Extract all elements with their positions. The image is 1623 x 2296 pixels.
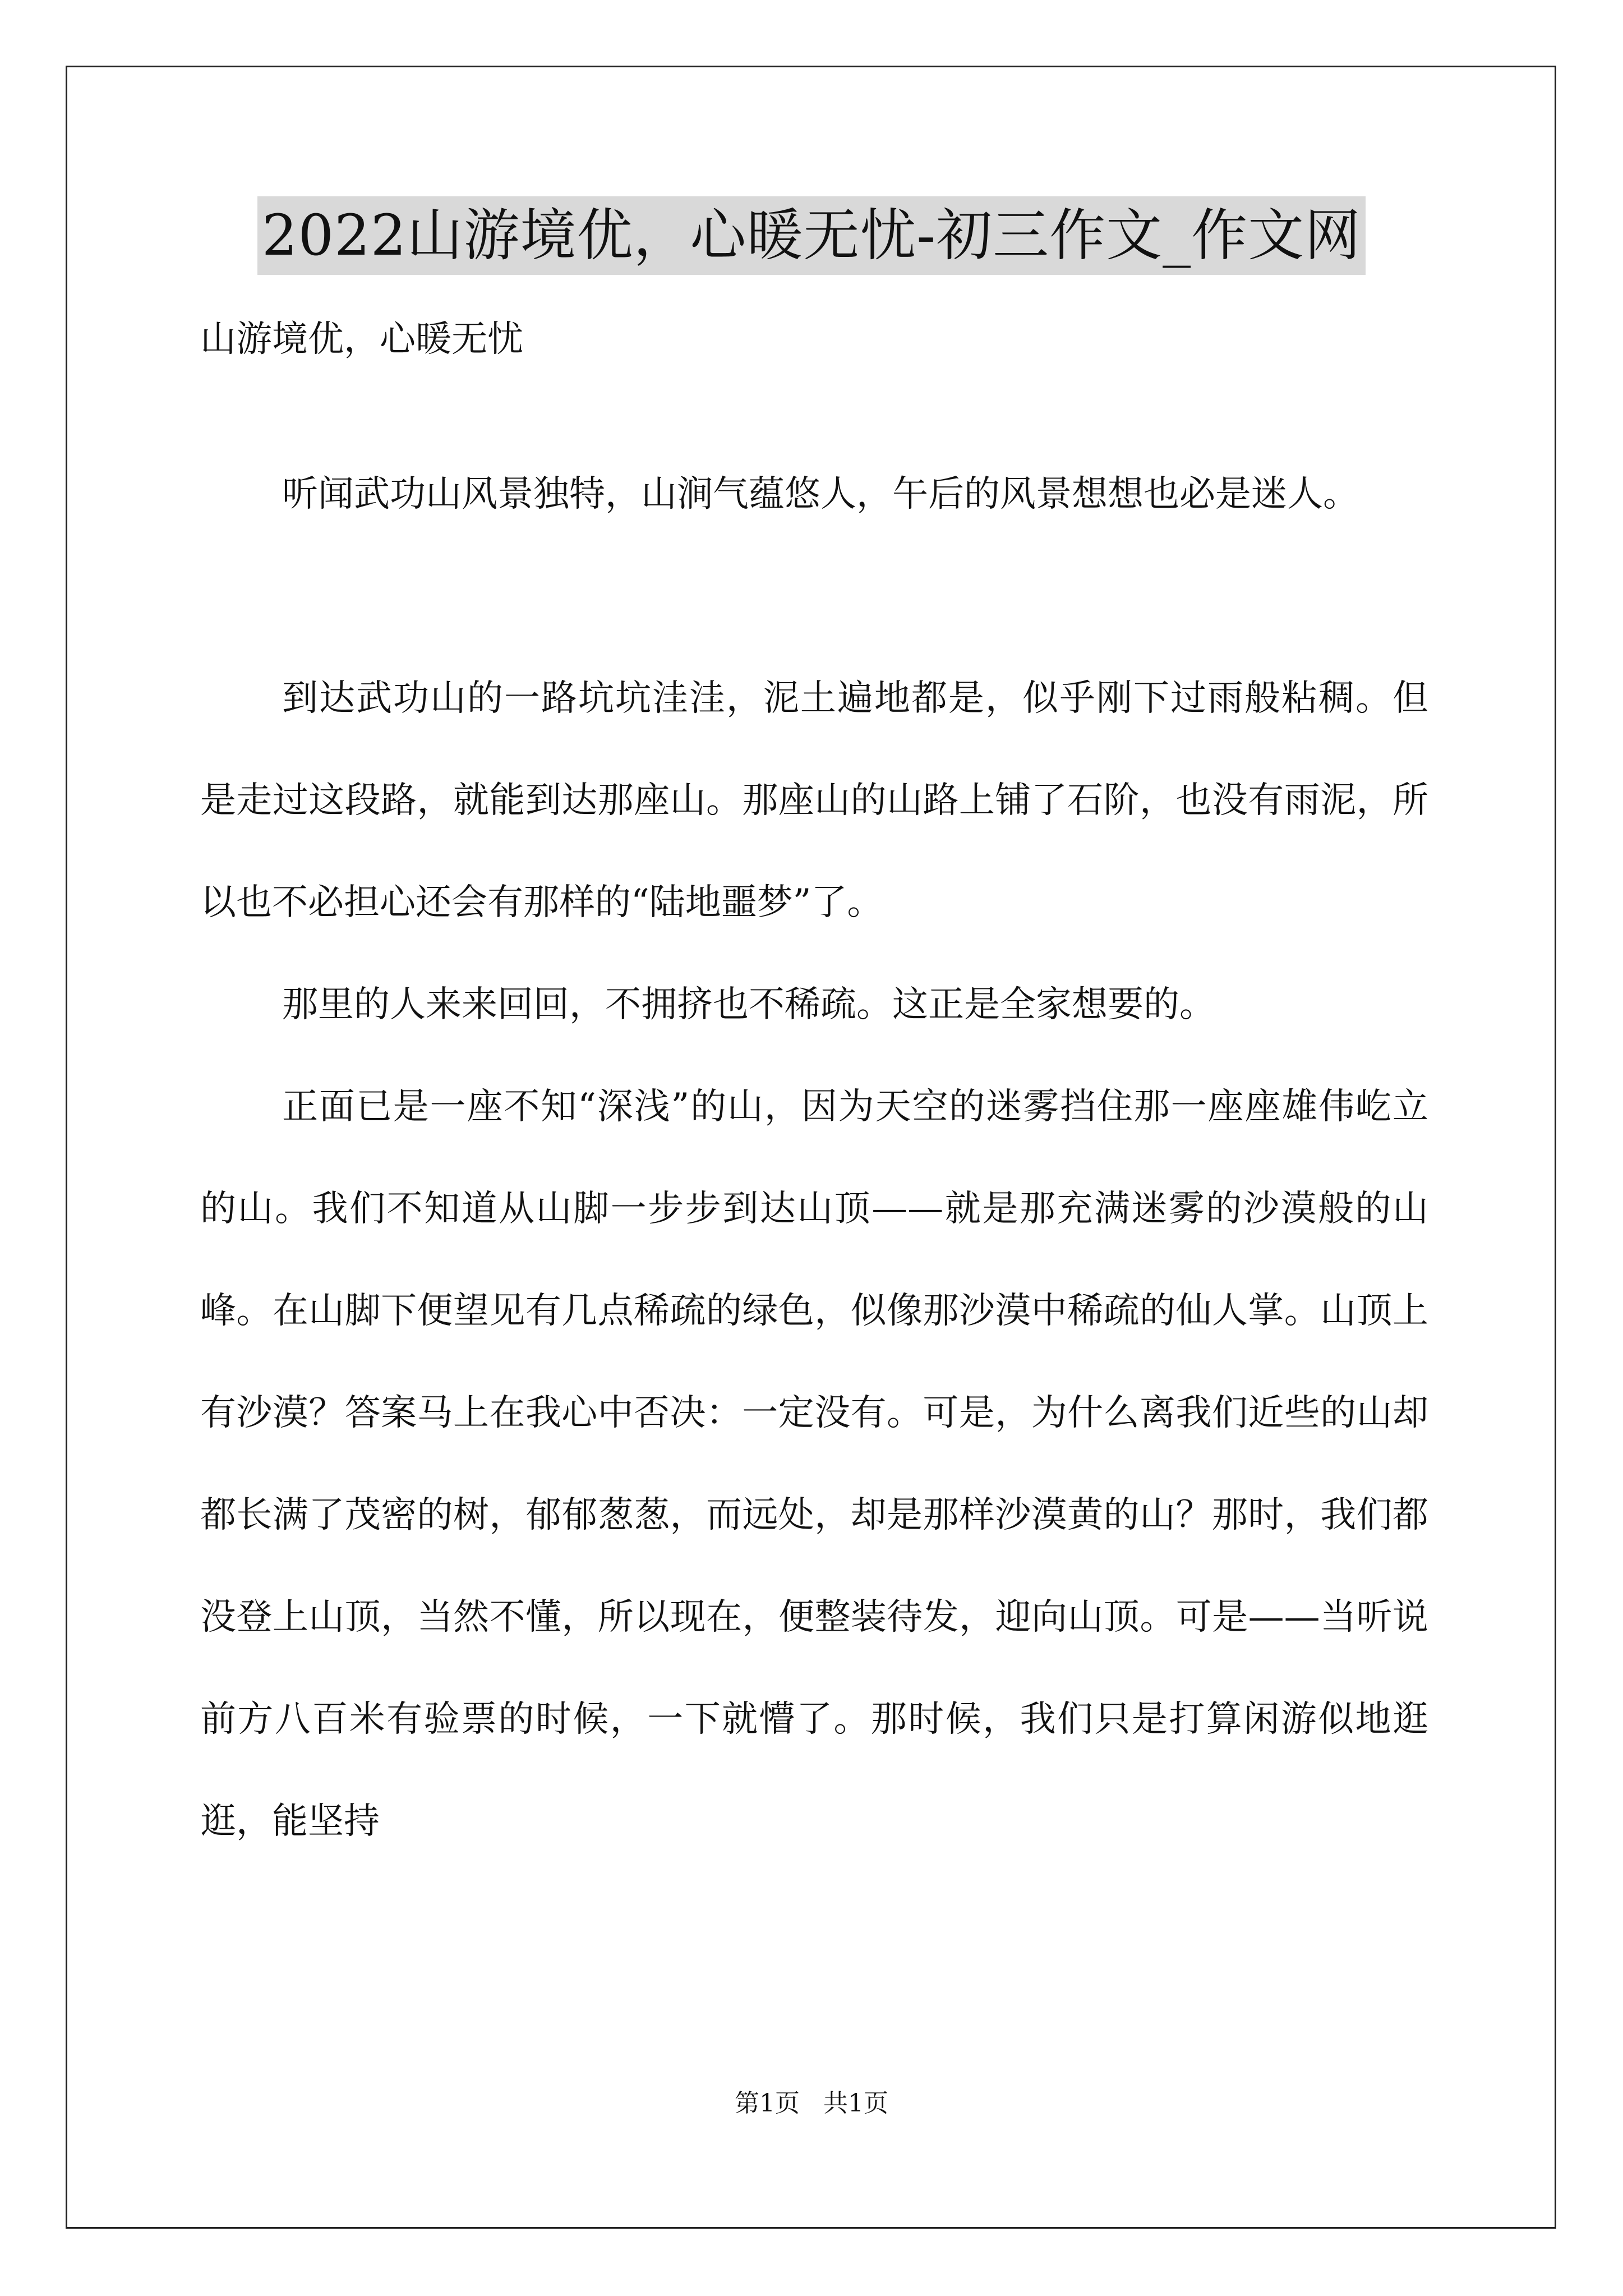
essay-body	[200, 443, 1428, 1872]
paragraph-4: 正面已是一座不知“深浅”的山，因为天空的迷雾挡住那一座座雄伟屹立的山。我们不知道从山脚一步步到达山顶——就是那充满迷雾的沙漠般的山峰。在山脚下便望见有几点稀疏的绿色，似像那沙漠中稀疏的仙人掌。山顶上有沙漠？答案马上在我心中否决：一定没有。可是，为什么离我们近些的山却都长满了茂密的树，郁郁葱葱，而远处，却是那样沙漠黄的山？那时，我们都没登上山顶，当然不懂，所以现在，便整装待发，迎向山顶。可是——当听说前方八百米有验票的时候，一下就懵了。那时候，我们只是打算闲游似地逛逛，能坚持	[200, 1086, 1428, 1842]
title-container	[0, 196, 1623, 275]
page-footer: 第1页 共1页	[735, 2089, 888, 2118]
paragraph-2: 到达武功山的一路坑坑洼洼，泥土遍地都是，似乎刚下过雨般粘稠。但是走过这段路，就能到达那座山。那座山的山路上铺了石阶，也没有雨泥，所以也不必担心还会有那样的“陆地噩梦”了。	[200, 678, 1428, 923]
document-title: 2022山游境优，心暖无忧-初三作文_作文网	[257, 196, 1366, 275]
essay-subtitle: 山游境优，心暖无忧	[200, 319, 523, 360]
paragraph-1: 听闻武功山风景独特，山涧气蕴悠人，午后的风景想想也必是迷人。	[282, 473, 1359, 515]
paragraph-3: 那里的人来来回回，不拥挤也不稀疏。这正是全家想要的。	[282, 984, 1215, 1025]
